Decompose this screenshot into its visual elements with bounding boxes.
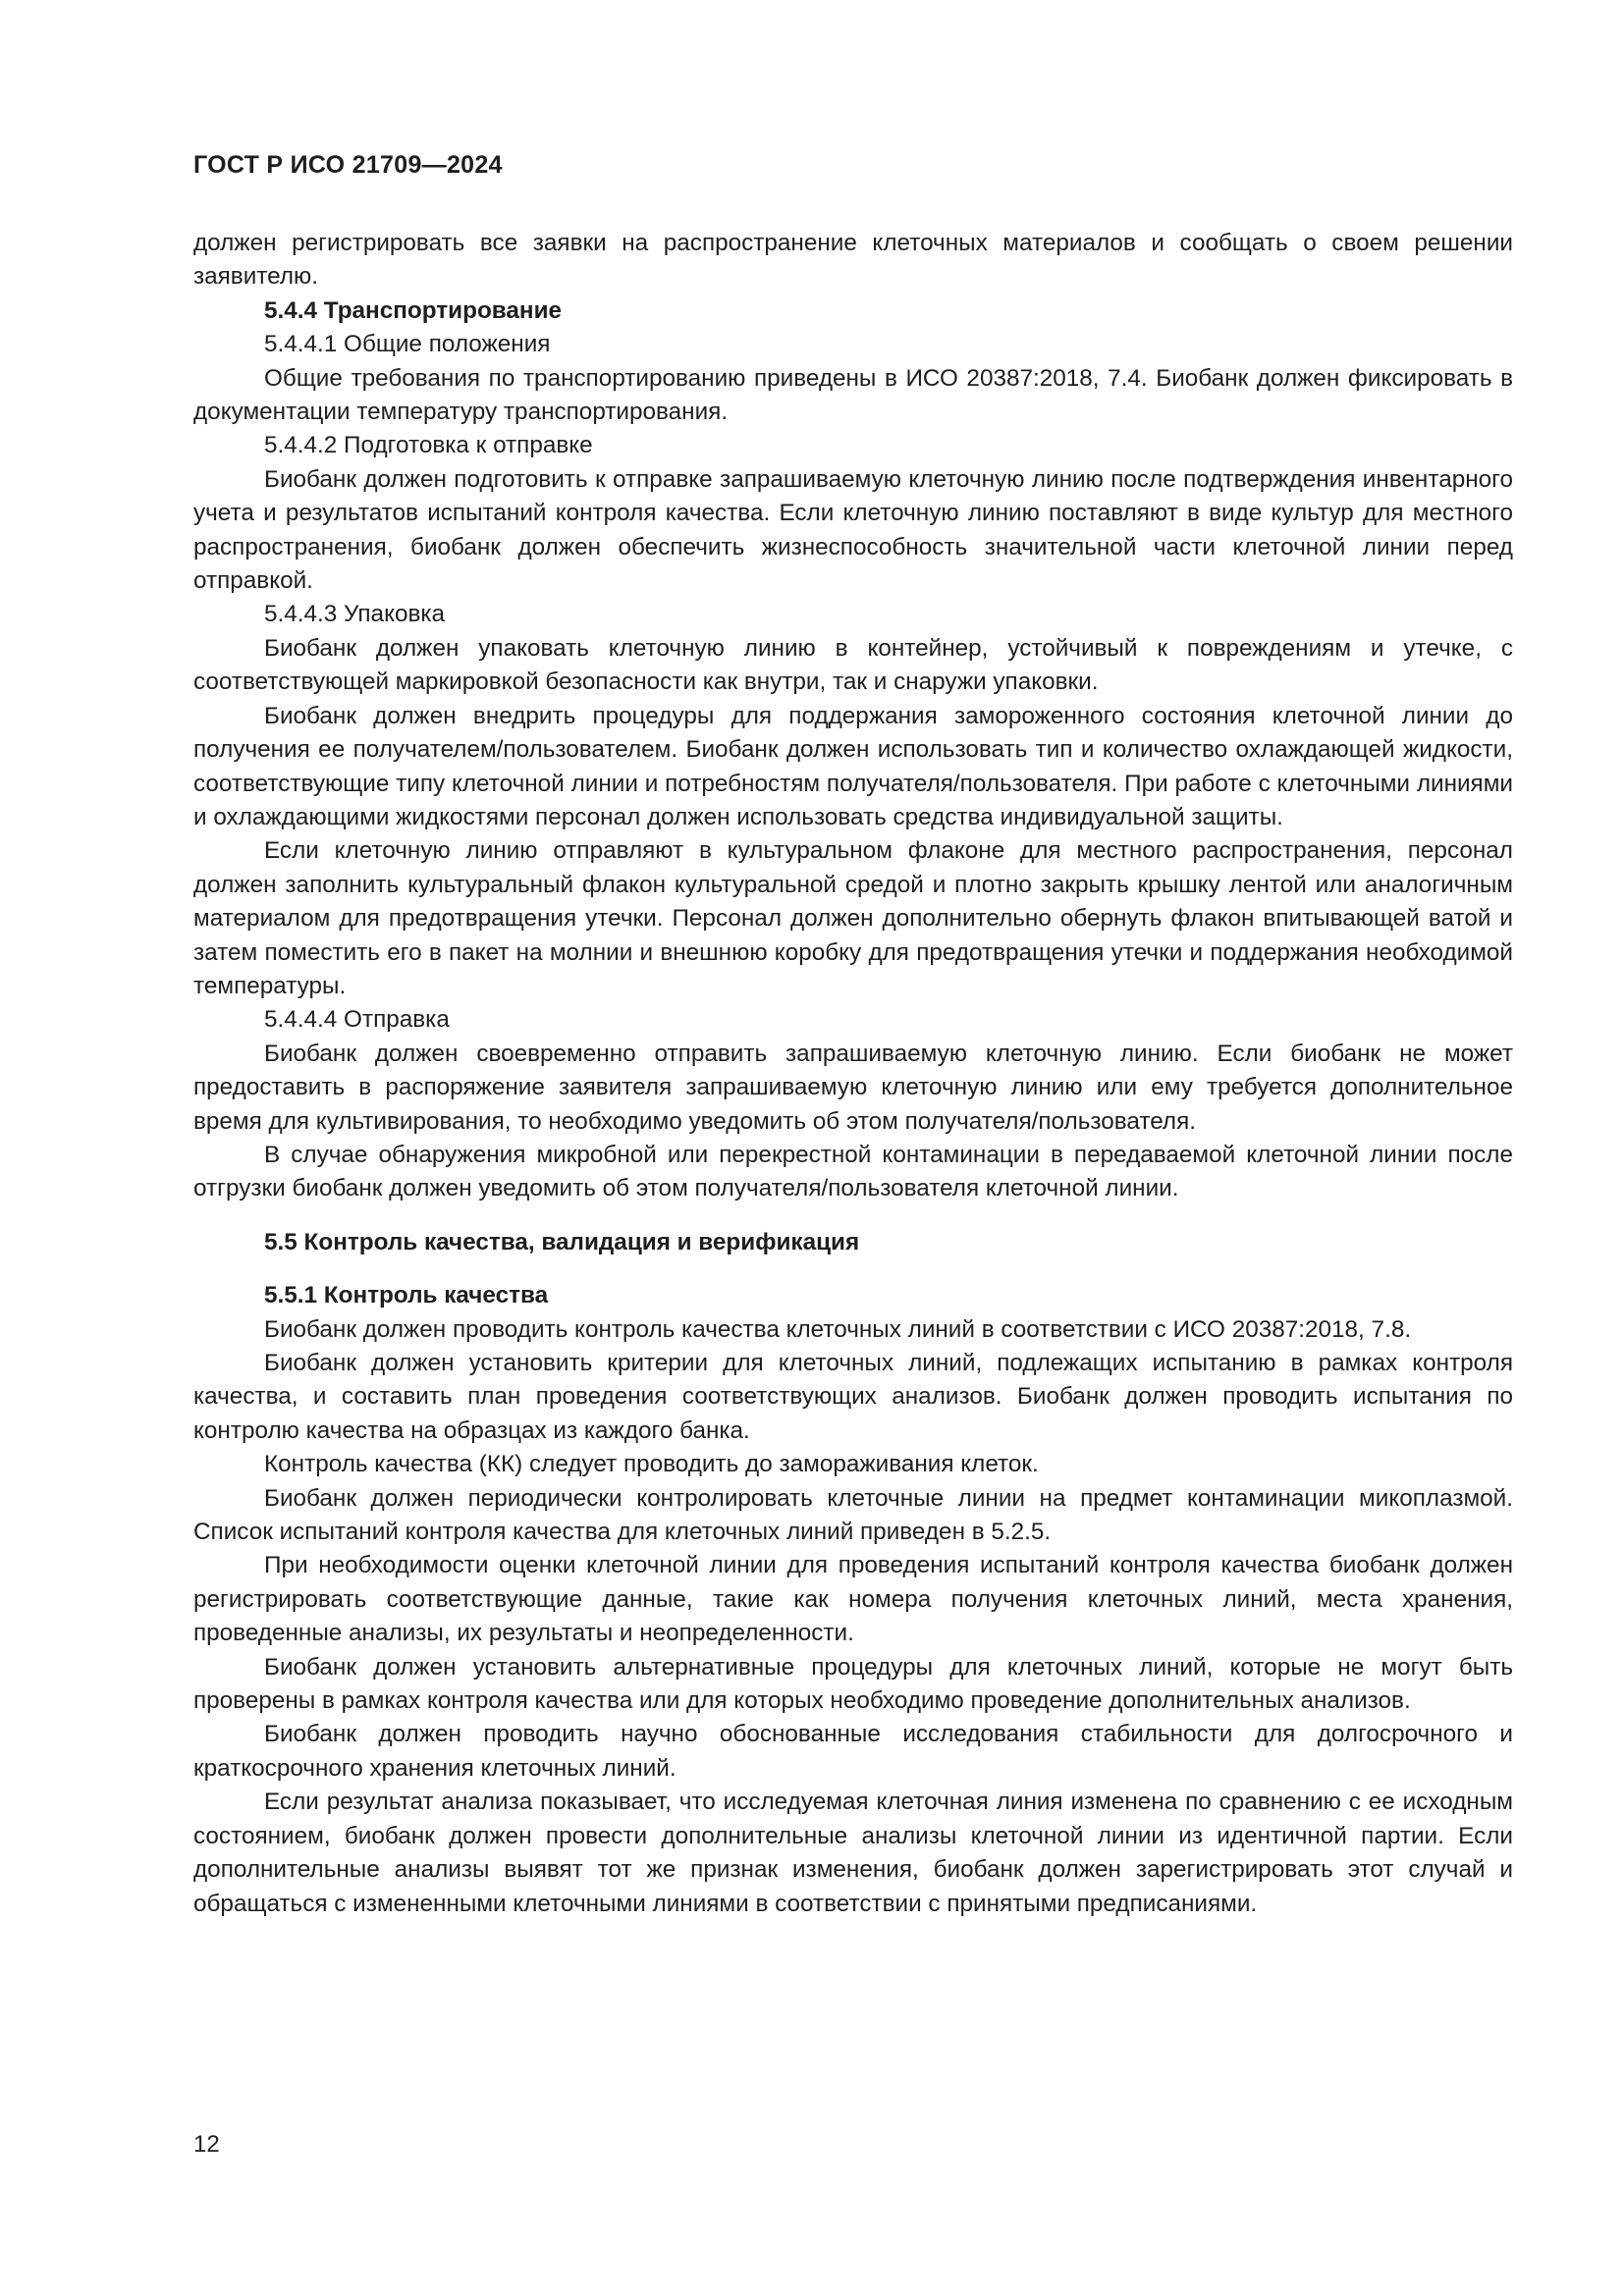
paragraph: должен регистрировать все заявки на распространение клеточных материалов и сообщать о своем решении заявителю. [193,230,1513,291]
document-body [193,227,1513,1921]
paragraph: Биобанк должен своевременно отправить запрашиваемую клеточную линию. Если биобанк не может предоставить в распоряжение заявителя запрашиваемую клеточную линию или ему требуется дополнительное время для культивирования, то необходимо уведомить об этом получателя/пользователя. [193,1040,1513,1135]
subsection-heading: 5.4.4.4 Отправка [264,1006,450,1034]
subsection-heading: 5.4.4.3 Упаковка [264,601,446,628]
paragraph: Биобанк должен подготовить к отправке запрашиваемую клеточную линию после подтверждения инвентарного учета и результатов испытаний контроля качества. Если клеточную линию поставляют в виде культур для местного распространения, биобанк должен обеспечить жизнеспособность значительной части клеточной линии перед отправкой. [193,465,1513,595]
paragraph: В случае обнаружения микробной или перекрестной контаминации в передаваемой клеточной линии после отгрузки биобанк должен уведомить об этом получателя/пользователя клеточной линии. [193,1141,1513,1202]
paragraph: Биобанк должен установить критерии для клеточных линий, подлежащих испытанию в рамках контроля качества, и составить план проведения соответствующих анализов. Биобанк должен проводить испытания по контролю качества на образцах из каждого банка. [193,1350,1513,1444]
paragraph: Биобанк должен проводить научно обоснованные исследования стабильности для долгосрочного и краткосрочного хранения клеточных линий. [193,1721,1513,1782]
paragraph: Биобанк должен упаковать клеточную линию в контейнер, устойчивый к повреждениям и утечке, с соответствующей маркировкой безопасности как внутри, так и снаружи упаковки. [193,634,1513,696]
paragraph: Биобанк должен проводить контроль качества клеточных линий в соответствии с ИСО 20387:2018, 7.8. [264,1315,1412,1343]
section-heading: 5.5.1 Контроль качества [264,1282,549,1309]
subsection-heading: 5.4.4.2 Подготовка к отправке [264,432,593,459]
paragraph: Общие требования по транспортированию приведены в ИСО 20387:2018, 7.4. Биобанк должен фиксировать в документации температуру транспортирования. [193,364,1513,426]
paragraph: Контроль качества (КК) следует проводить до замораживания клеток. [264,1451,1039,1478]
subsection-heading: 5.4.4.1 Общие положения [264,331,551,358]
paragraph: При необходимости оценки клеточной линии для проведения испытаний контроля качества биобанк должен регистрировать соответствующие данные, такие как номера получения клеточных линий, места хранения, проведенные анализы, их результаты и неопределенности. [193,1552,1513,1647]
paragraph: Биобанк должен периодически контролировать клеточные линии на предмет контаминации микоплазмой. Список испытаний контроля качества для клеточных линий приведен в 5.2.5. [193,1484,1513,1546]
paragraph: Биобанк должен внедрить процедуры для поддержания замороженного состояния клеточной линии до получения ее получателем/пользователем. Биобанк должен использовать тип и количество охлаждающей жидкости, соответствующие типу клеточной линии и потребностям получателя/пользователя. При работе с клеточными линиями и охлаждающими жидкостями персонал должен использовать средства индивидуальной защиты. [193,702,1513,830]
section-heading: 5.5 Контроль качества, валидация и верификация [264,1228,860,1255]
paragraph: Если клеточную линию отправляют в культуральном флаконе для местного распространения, персонал должен заполнить культуральный флакон культуральной средой и плотно закрыть крышку лентой или аналогичным материалом для предотвращения утечки. Персонал должен дополнительно обернуть флакон впитывающей ватой и затем поместить его в пакет на молнии и внешнюю коробку для предотвращения утечки и поддержания необходимой температуры. [193,837,1513,999]
page-number: 12 [193,2131,220,2158]
document-header: ГОСТ Р ИСО 21709—2024 [193,151,503,179]
paragraph: Если результат анализа показывает, что исследуемая клеточная линия изменена по сравнению с ее исходным состоянием, биобанк должен провести дополнительные анализы клеточной линии из идентичной партии. Если дополнительные анализы выявят тот же признак изменения, биобанк должен зарегистрировать этот случай и обращаться с измененными клеточными линиями в соответствии с принятыми предписаниями. [193,1789,1513,1917]
paragraph: Биобанк должен установить альтернативные процедуры для клеточных линий, которые не могут быть проверены в рамках контроля качества или для которых необходимо проведение дополнительных анализов. [193,1653,1513,1715]
section-heading: 5.4.4 Транспортирование [264,296,563,324]
